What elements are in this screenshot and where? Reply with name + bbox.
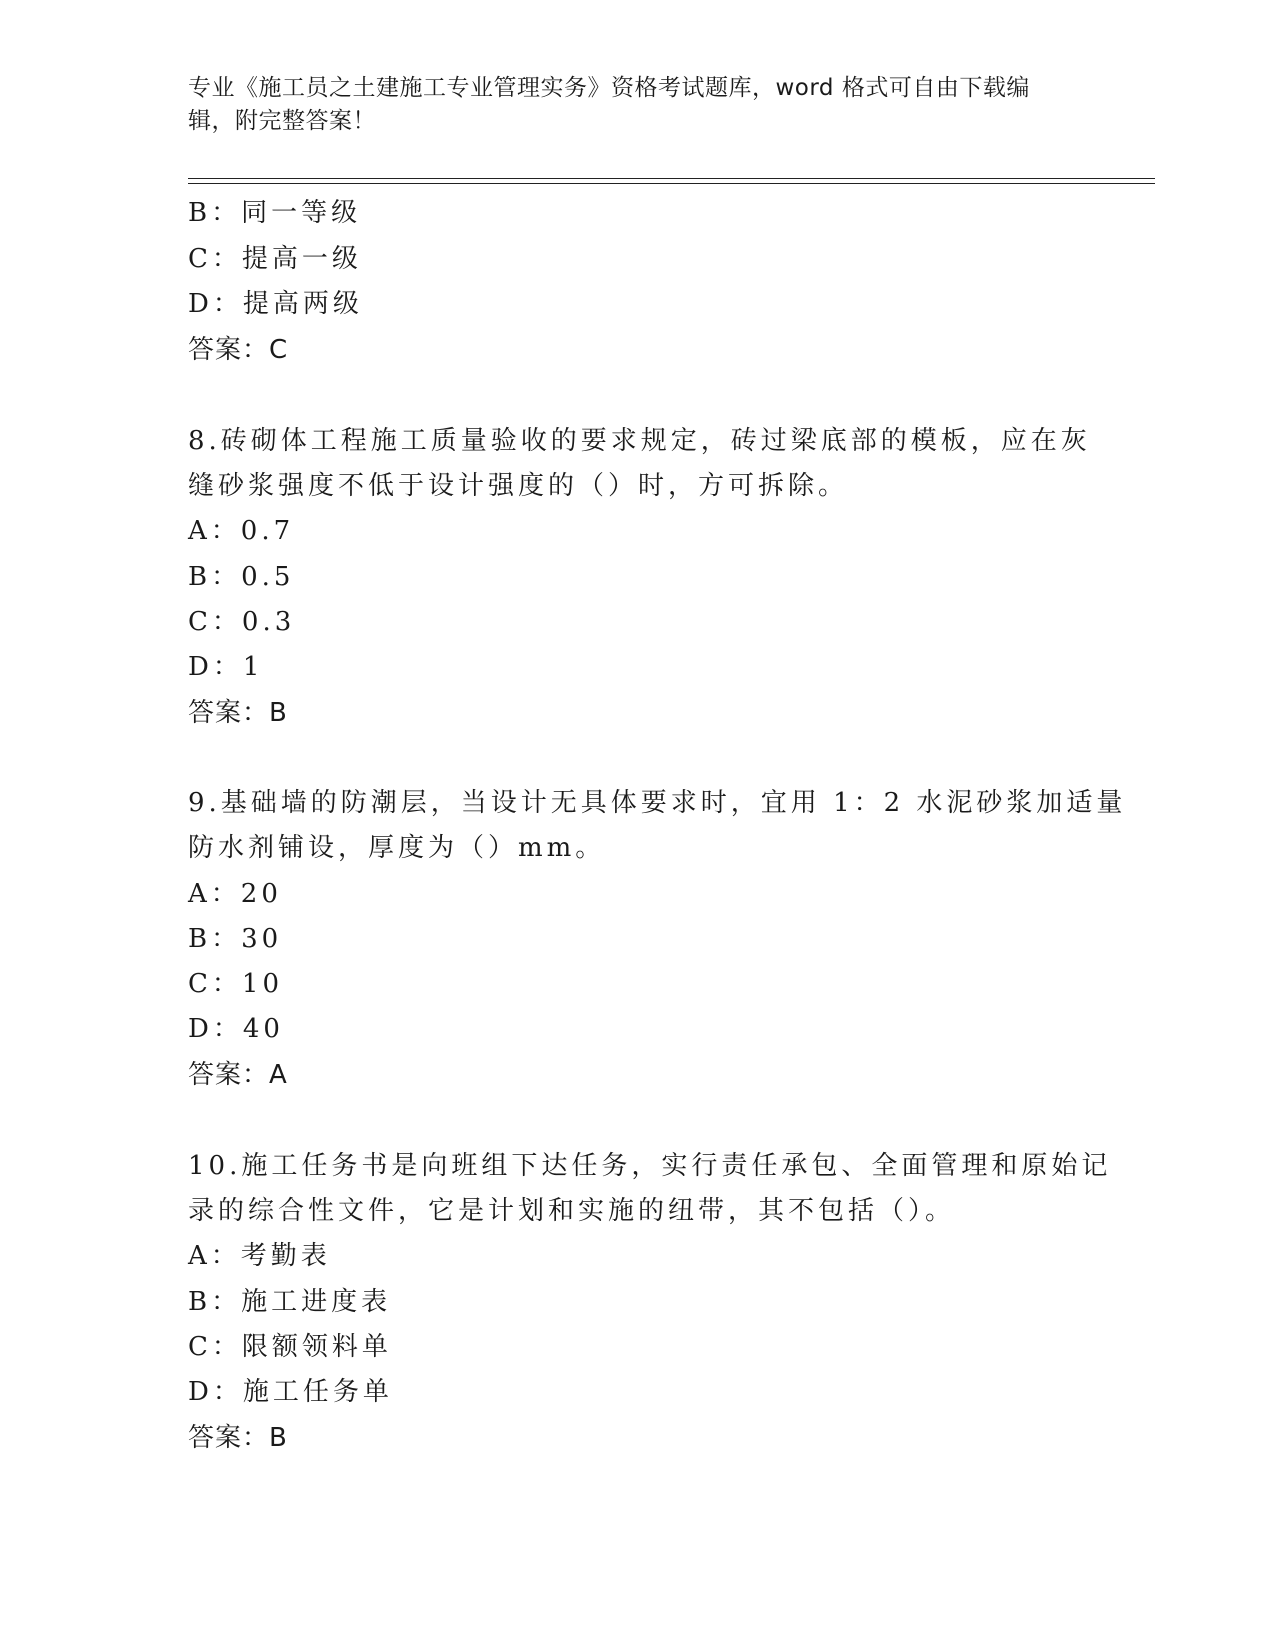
q8-answer: 答案：B [188,698,288,728]
q9-option-d: D：40 [188,1014,284,1044]
q9-stem-line2: 防水剂铺设，厚度为（）mm。 [188,833,606,863]
q10-stem-line2: 录的综合性文件，它是计划和实施的纽带，其不包括（）。 [188,1196,956,1226]
q8-stem-line2: 缝砂浆强度不低于设计强度的（）时，方可拆除。 [188,471,849,501]
q7-answer: 答案：C [188,335,289,365]
q8-stem-line1: 8.砖砌体工程施工质量验收的要求规定，砖过梁底部的模板，应在灰 [188,426,1091,456]
q9-stem-line1: 9.基础墙的防潮层，当设计无具体要求时，宜用 1：2 水泥砂浆加适量 [188,788,1127,818]
q9-option-a: A：20 [188,879,282,909]
q8-option-b: B：0.5 [188,562,295,592]
q9-answer: 答案：A [188,1060,288,1090]
q8-option-d: D：1 [188,652,264,682]
q9-option-c: C：10 [188,969,283,999]
q10-option-a: A：考勤表 [188,1241,331,1271]
q10-option-d: D：施工任务单 [188,1377,393,1407]
q10-option-c: C：限额领料单 [188,1332,392,1362]
q7-option-d: D：提高两级 [188,289,363,319]
q8-option-a: A：0.7 [188,516,295,546]
q10-answer: 答案：B [188,1423,288,1453]
q10-option-b: B：施工进度表 [188,1287,392,1317]
q10-stem-line1: 10.施工任务书是向班组下达任务，实行责任承包、全面管理和原始记 [188,1151,1112,1181]
q7-option-b: B：同一等级 [188,198,362,228]
header-rule-top [188,178,1155,179]
q7-option-c: C：提高一级 [188,244,362,274]
q8-option-c: C：0.3 [188,607,296,637]
document-header: 专业《施工员之土建施工专业管理实务》资格考试题库，word 格式可自由下载编辑，附完整答案！ [188,75,1030,134]
q9-option-b: B：30 [188,924,283,954]
header-rule-bottom [188,183,1155,184]
